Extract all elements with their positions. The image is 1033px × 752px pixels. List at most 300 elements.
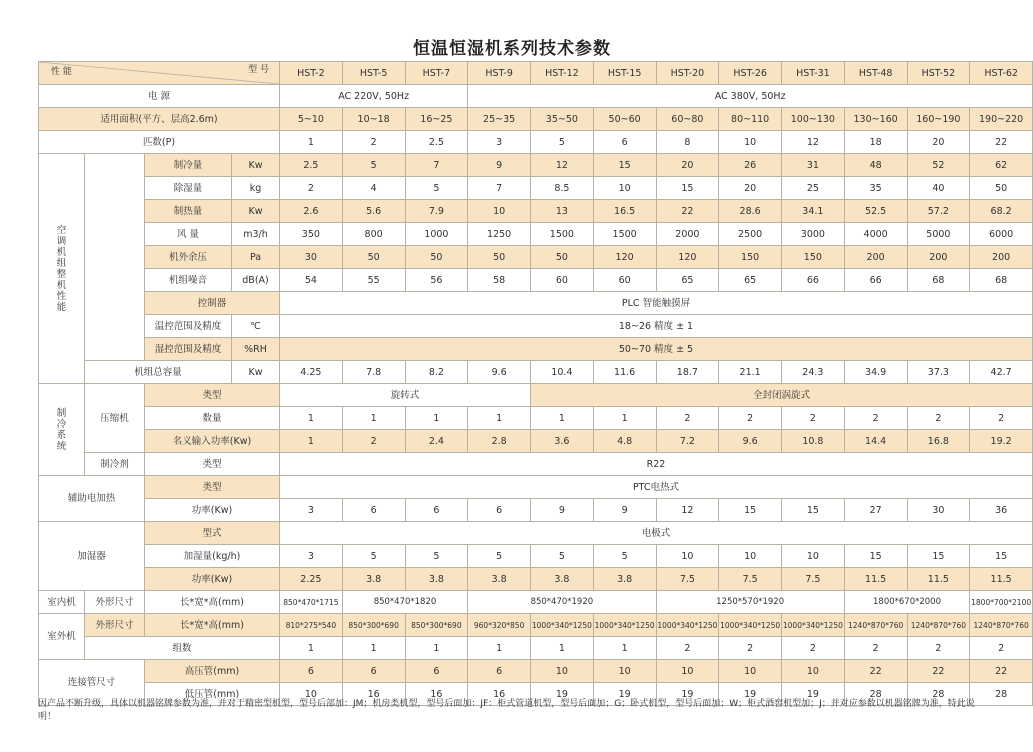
value-cell: 25~35 (468, 108, 531, 131)
value-cell: 52.5 (844, 200, 907, 223)
value-cell: 10 (782, 660, 845, 683)
value-cell: 34.1 (782, 200, 845, 223)
value-cell: 12 (531, 154, 594, 177)
vertical-label-char: 组 (56, 257, 67, 269)
heater-label: 辅助电加热 (39, 476, 145, 522)
value-cell: 2 (970, 637, 1033, 660)
value-cell: 7.5 (656, 568, 719, 591)
value-cell: 5 (593, 545, 656, 568)
humid-power-label: 功率(Kw) (145, 568, 280, 591)
value-cell: 9.6 (468, 361, 531, 384)
value-cell: 2 (656, 407, 719, 430)
value-cell: 1 (405, 407, 468, 430)
value-cell: 1 (342, 407, 405, 430)
value-cell: 1250 (468, 223, 531, 246)
outdoor-dim-value: 960*320*850 (468, 614, 531, 637)
value-cell: 2 (342, 131, 405, 154)
value-cell: 1 (531, 407, 594, 430)
value-cell: 10 (593, 660, 656, 683)
value-cell: 15 (844, 545, 907, 568)
value-cell: 16~25 (405, 108, 468, 131)
value-cell: 3.6 (531, 430, 594, 453)
value-cell: 1 (280, 407, 343, 430)
value-cell: 4.8 (593, 430, 656, 453)
value-cell: 130~160 (844, 108, 907, 131)
value-cell: 5~10 (280, 108, 343, 131)
value-cell: 30 (907, 499, 970, 522)
value-cell: 3.8 (593, 568, 656, 591)
header-left-label: 性 能 (51, 67, 72, 77)
value-cell: 28.6 (719, 200, 782, 223)
total-unit: Kw (232, 361, 280, 384)
comp-type-a: 旋转式 (280, 384, 531, 407)
value-cell: 19 (719, 683, 782, 706)
value-cell: 5 (531, 131, 594, 154)
value-cell: 12 (782, 131, 845, 154)
value-cell: 55 (342, 269, 405, 292)
value-cell: 6000 (970, 223, 1033, 246)
heater-type-label: 类型 (145, 476, 280, 499)
value-cell: 5.6 (342, 200, 405, 223)
value-cell: 1 (468, 637, 531, 660)
value-cell: 2 (280, 177, 343, 200)
value-cell: 4.25 (280, 361, 343, 384)
value-cell: 16 (405, 683, 468, 706)
value-cell: 19 (782, 683, 845, 706)
comp-type-label: 类型 (145, 384, 280, 407)
value-cell: 6 (280, 660, 343, 683)
value-cell: 3.8 (405, 568, 468, 591)
value-cell: 20 (656, 154, 719, 177)
value-cell: 10 (719, 660, 782, 683)
value-cell: HST-52 (907, 62, 970, 85)
area-label: 适用面积(平方、层高2.6m) (39, 108, 280, 131)
value-cell: 6 (593, 131, 656, 154)
value-cell: 350 (280, 223, 343, 246)
value-cell: 10~18 (342, 108, 405, 131)
value-cell: 22 (970, 660, 1033, 683)
refrigerant-label: 制冷剂 (85, 453, 145, 476)
value-cell: 3.8 (342, 568, 405, 591)
value-cell: 2.6 (280, 200, 343, 223)
value-cell: 68.2 (970, 200, 1033, 223)
value-cell: 2500 (719, 223, 782, 246)
value-cell: 19 (531, 683, 594, 706)
value-cell: 100~130 (782, 108, 845, 131)
outdoor-label: 室外机 (39, 614, 85, 660)
total-label: 机组总容量 (85, 361, 232, 384)
value-cell: 52 (907, 154, 970, 177)
value-cell: 3 (468, 131, 531, 154)
value-cell: 10 (656, 660, 719, 683)
value-cell: 3 (280, 545, 343, 568)
value-cell: HST-2 (280, 62, 343, 85)
indoor-dim: 外形尺寸 (85, 591, 145, 614)
value-cell: 200 (844, 246, 907, 269)
vertical-label-char: 性 (56, 290, 67, 302)
ac-row-label: 风 量 (145, 223, 232, 246)
vertical-label-char: 机 (56, 246, 67, 258)
value-cell: 1 (280, 131, 343, 154)
value-cell: 28 (844, 683, 907, 706)
value-cell: 21.1 (719, 361, 782, 384)
value-cell: 30 (280, 246, 343, 269)
value-cell: 18.7 (656, 361, 719, 384)
value-cell: 11.5 (844, 568, 907, 591)
value-cell: 8.2 (405, 361, 468, 384)
compressor-label: 压缩机 (85, 384, 145, 453)
value-cell: 60~80 (656, 108, 719, 131)
value-cell: 3.8 (468, 568, 531, 591)
value-cell: 16 (342, 683, 405, 706)
value-cell: 3000 (782, 223, 845, 246)
value-cell: 22 (656, 200, 719, 223)
outdoor-dim-value: 1000*340*1250 (531, 614, 594, 637)
temp-label: 温控范围及精度 (145, 315, 232, 338)
value-cell: 2 (342, 430, 405, 453)
vertical-label-char: 机 (56, 279, 67, 291)
ac-spacer (85, 154, 145, 361)
value-cell: 31 (782, 154, 845, 177)
value-cell: 2 (656, 637, 719, 660)
value-cell: 2.4 (405, 430, 468, 453)
ac-row-label: 机组噪音 (145, 269, 232, 292)
value-cell: 22 (907, 660, 970, 683)
value-cell: 15 (970, 545, 1033, 568)
value-cell: 1500 (531, 223, 594, 246)
ac-row-unit: Pa (232, 246, 280, 269)
ac-row-unit: m3/h (232, 223, 280, 246)
value-cell: 24.3 (782, 361, 845, 384)
humid-label: 加湿器 (39, 522, 145, 591)
value-cell: 9 (593, 499, 656, 522)
vertical-label-char: 整 (56, 268, 67, 280)
value-cell: 6 (342, 499, 405, 522)
value-cell: 2.5 (280, 154, 343, 177)
value-cell: 28 (970, 683, 1033, 706)
value-cell: 58 (468, 269, 531, 292)
value-cell: 6 (405, 660, 468, 683)
value-cell: 1 (342, 637, 405, 660)
value-cell: 10 (656, 545, 719, 568)
ac-row-label: 机外余压 (145, 246, 232, 269)
value-cell: 6 (405, 499, 468, 522)
value-cell: 11.5 (907, 568, 970, 591)
value-cell: 15 (593, 154, 656, 177)
value-cell: 2 (907, 407, 970, 430)
value-cell: 65 (656, 269, 719, 292)
vertical-label-char: 制 (56, 407, 67, 419)
power-label: 电 源 (39, 85, 280, 108)
value-cell: 19.2 (970, 430, 1033, 453)
vertical-label-char: 能 (56, 301, 67, 313)
value-cell: 150 (782, 246, 845, 269)
value-cell: 2 (719, 407, 782, 430)
pipe-label: 连接管尺寸 (39, 660, 145, 706)
value-cell: HST-7 (405, 62, 468, 85)
outdoor-dim-value: 850*300*690 (342, 614, 405, 637)
value-cell: 5 (405, 177, 468, 200)
indoor-dim-value: 1250*570*1920 (656, 591, 844, 614)
value-cell: 7.8 (342, 361, 405, 384)
value-cell: 57.2 (907, 200, 970, 223)
value-cell: 2 (719, 637, 782, 660)
ac-row-unit: kg (232, 177, 280, 200)
ac-row-label: 除湿量 (145, 177, 232, 200)
value-cell: 50 (531, 246, 594, 269)
hum-value: 50~70 精度 ± 5 (280, 338, 1033, 361)
value-cell: 2 (907, 637, 970, 660)
indoor-dim-value: 850*470*1920 (468, 591, 656, 614)
value-cell: 2 (782, 407, 845, 430)
value-cell: 22 (844, 660, 907, 683)
p-label: 匹数(P) (39, 131, 280, 154)
value-cell: 36 (970, 499, 1033, 522)
value-cell: 120 (656, 246, 719, 269)
value-cell: 16 (468, 683, 531, 706)
indoor-dim-value: 850*470*1715 (280, 591, 343, 614)
value-cell: 50 (468, 246, 531, 269)
pipe-hp-label: 高压管(mm) (145, 660, 280, 683)
value-cell: 15 (719, 499, 782, 522)
humid-form-label: 型式 (145, 522, 280, 545)
header-right-label: 型 号 (248, 65, 269, 75)
outdoor-dim-value: 1240*870*760 (970, 614, 1033, 637)
value-cell: 60 (593, 269, 656, 292)
value-cell: 28 (907, 683, 970, 706)
vertical-label-char: 空 (56, 224, 67, 236)
value-cell: HST-12 (531, 62, 594, 85)
hum-unit: %RH (232, 338, 280, 361)
value-cell: 27 (844, 499, 907, 522)
value-cell: 26 (719, 154, 782, 177)
value-cell: 2 (844, 407, 907, 430)
value-cell: 12 (656, 499, 719, 522)
outdoor-dim-value: 1000*340*1250 (656, 614, 719, 637)
comp-power-label: 名义输入功率(Kw) (145, 430, 280, 453)
value-cell: 68 (907, 269, 970, 292)
value-cell: HST-26 (719, 62, 782, 85)
value-cell: 9 (531, 499, 594, 522)
value-cell: HST-15 (593, 62, 656, 85)
value-cell: HST-20 (656, 62, 719, 85)
value-cell: 190~220 (970, 108, 1033, 131)
outdoor-count-label: 组数 (85, 637, 280, 660)
header-diagonal (39, 62, 280, 85)
value-cell: 150 (719, 246, 782, 269)
value-cell: 35 (844, 177, 907, 200)
value-cell: 8.5 (531, 177, 594, 200)
value-cell: 160~190 (907, 108, 970, 131)
indoor-dim-value: 850*470*1820 (342, 591, 468, 614)
value-cell: 4 (342, 177, 405, 200)
comp-type-b: 全封闭涡旋式 (531, 384, 1033, 407)
value-cell: 1 (593, 637, 656, 660)
value-cell: 120 (593, 246, 656, 269)
value-cell: 800 (342, 223, 405, 246)
value-cell: 2 (844, 637, 907, 660)
value-cell: 200 (907, 246, 970, 269)
value-cell: 15 (656, 177, 719, 200)
hum-label: 湿控范围及精度 (145, 338, 232, 361)
value-cell: 8 (656, 131, 719, 154)
value-cell: 10 (531, 660, 594, 683)
value-cell: 10.8 (782, 430, 845, 453)
controller-label: 控制器 (145, 292, 280, 315)
value-cell: 42.7 (970, 361, 1033, 384)
value-cell: 35~50 (531, 108, 594, 131)
value-cell: 16.5 (593, 200, 656, 223)
value-cell: 5 (342, 154, 405, 177)
value-cell: 6 (468, 660, 531, 683)
value-cell: 6 (342, 660, 405, 683)
value-cell: 3 (280, 499, 343, 522)
value-cell: HST-5 (342, 62, 405, 85)
value-cell: 5 (531, 545, 594, 568)
refrig-group-label (39, 384, 85, 476)
value-cell: HST-31 (782, 62, 845, 85)
value-cell: 13 (531, 200, 594, 223)
heater-type: PTC电热式 (280, 476, 1033, 499)
value-cell: 80~110 (719, 108, 782, 131)
value-cell: 7 (405, 154, 468, 177)
value-cell: 48 (844, 154, 907, 177)
ac-row-label: 制热量 (145, 200, 232, 223)
value-cell: 2 (970, 407, 1033, 430)
temp-unit: ℃ (232, 315, 280, 338)
value-cell: 1 (531, 637, 594, 660)
temp-value: 18~26 精度 ± 1 (280, 315, 1033, 338)
value-cell: 1 (468, 407, 531, 430)
value-cell: 10 (719, 131, 782, 154)
value-cell: 16.8 (907, 430, 970, 453)
ac-row-unit: Kw (232, 154, 280, 177)
value-cell: 5 (342, 545, 405, 568)
humid-amount-label: 加湿量(kg/h) (145, 545, 280, 568)
value-cell: 5 (405, 545, 468, 568)
value-cell: 7.5 (719, 568, 782, 591)
value-cell: 10 (280, 683, 343, 706)
outdoor-dim-value: 1240*870*760 (907, 614, 970, 637)
outdoor-dim-value: 1000*340*1250 (593, 614, 656, 637)
vertical-label-char: 系 (56, 429, 67, 441)
value-cell: 37.3 (907, 361, 970, 384)
value-cell: 56 (405, 269, 468, 292)
spec-table (38, 61, 1033, 706)
value-cell: 2.5 (405, 131, 468, 154)
value-cell: 1 (280, 637, 343, 660)
value-cell: 11.5 (970, 568, 1033, 591)
value-cell: 7.9 (405, 200, 468, 223)
footnote: 因产品不断升级，具体以机器铭牌参数为准，并对于精密型机型，型号后部加：JM；机房类机型，型号后面加：JF：柜式管道机型，型号后面加；G；卧式机型，型号后面加；W；柜式酒窖机型加；J；并对应参数以机器铭牌为准，特此说明！ (38, 699, 975, 722)
value-cell: 5 (468, 545, 531, 568)
diagonal-line (39, 62, 279, 84)
value-cell: 2.8 (468, 430, 531, 453)
value-cell: 7 (468, 177, 531, 200)
value-cell: 9 (468, 154, 531, 177)
value-cell: 6 (468, 499, 531, 522)
value-cell: 10 (593, 177, 656, 200)
value-cell: HST-9 (468, 62, 531, 85)
outdoor-dim-value: 1240*870*760 (844, 614, 907, 637)
value-cell: 50 (405, 246, 468, 269)
value-cell: 15 (782, 499, 845, 522)
value-cell: 66 (782, 269, 845, 292)
value-cell: 9.6 (719, 430, 782, 453)
value-cell: 1000 (405, 223, 468, 246)
value-cell: 22 (970, 131, 1033, 154)
controller-value: PLC 智能触摸屏 (280, 292, 1033, 315)
vertical-label-char: 统 (56, 440, 67, 452)
value-cell: 18 (844, 131, 907, 154)
outdoor-dim: 外形尺寸 (85, 614, 145, 637)
value-cell: 54 (280, 269, 343, 292)
value-cell: 1 (593, 407, 656, 430)
value-cell: 66 (844, 269, 907, 292)
value-cell: HST-62 (970, 62, 1033, 85)
value-cell: 10 (782, 545, 845, 568)
value-cell: 34.9 (844, 361, 907, 384)
ref-type-value: R22 (280, 453, 1033, 476)
value-cell: 10 (719, 545, 782, 568)
indoor-label: 室内机 (39, 591, 85, 614)
outdoor-dim-value: 810*275*540 (280, 614, 343, 637)
indoor-sub: 长*宽*高(mm) (145, 591, 280, 614)
value-cell: 19 (593, 683, 656, 706)
page-title: 恒温恒湿机系列技术参数 (413, 39, 611, 59)
pipe-lp-label: 低压管(mm) (145, 683, 280, 706)
value-cell: 50~60 (593, 108, 656, 131)
value-cell: 15 (907, 545, 970, 568)
value-cell: 1 (280, 430, 343, 453)
value-cell: 68 (970, 269, 1033, 292)
value-cell: 2000 (656, 223, 719, 246)
value-cell: 7.5 (782, 568, 845, 591)
value-cell: 20 (719, 177, 782, 200)
value-cell: 1500 (593, 223, 656, 246)
value-cell: 20 (907, 131, 970, 154)
value-cell: 10 (468, 200, 531, 223)
ac-row-unit: dB(A) (232, 269, 280, 292)
ac-row-label: 制冷量 (145, 154, 232, 177)
value-cell: HST-48 (844, 62, 907, 85)
value-cell: 2 (782, 637, 845, 660)
value-cell: 5000 (907, 223, 970, 246)
ac-group-label (39, 154, 85, 384)
power-380: AC 380V, 50Hz (468, 85, 1033, 108)
value-cell: 3.8 (531, 568, 594, 591)
value-cell: 25 (782, 177, 845, 200)
value-cell: 4000 (844, 223, 907, 246)
value-cell: 50 (970, 177, 1033, 200)
humid-form: 电极式 (280, 522, 1033, 545)
value-cell: 65 (719, 269, 782, 292)
value-cell: 19 (656, 683, 719, 706)
value-cell: 10.4 (531, 361, 594, 384)
outdoor-dim-value: 1000*340*1250 (719, 614, 782, 637)
value-cell: 1 (405, 637, 468, 660)
value-cell: 62 (970, 154, 1033, 177)
value-cell: 60 (531, 269, 594, 292)
outdoor-sub: 长*宽*高(mm) (145, 614, 280, 637)
power-220: AC 220V, 50Hz (280, 85, 468, 108)
value-cell: 200 (970, 246, 1033, 269)
value-cell: 14.4 (844, 430, 907, 453)
value-cell: 11.6 (593, 361, 656, 384)
value-cell: 40 (907, 177, 970, 200)
heater-power-label: 功率(Kw) (145, 499, 280, 522)
outdoor-dim-value: 1000*340*1250 (782, 614, 845, 637)
